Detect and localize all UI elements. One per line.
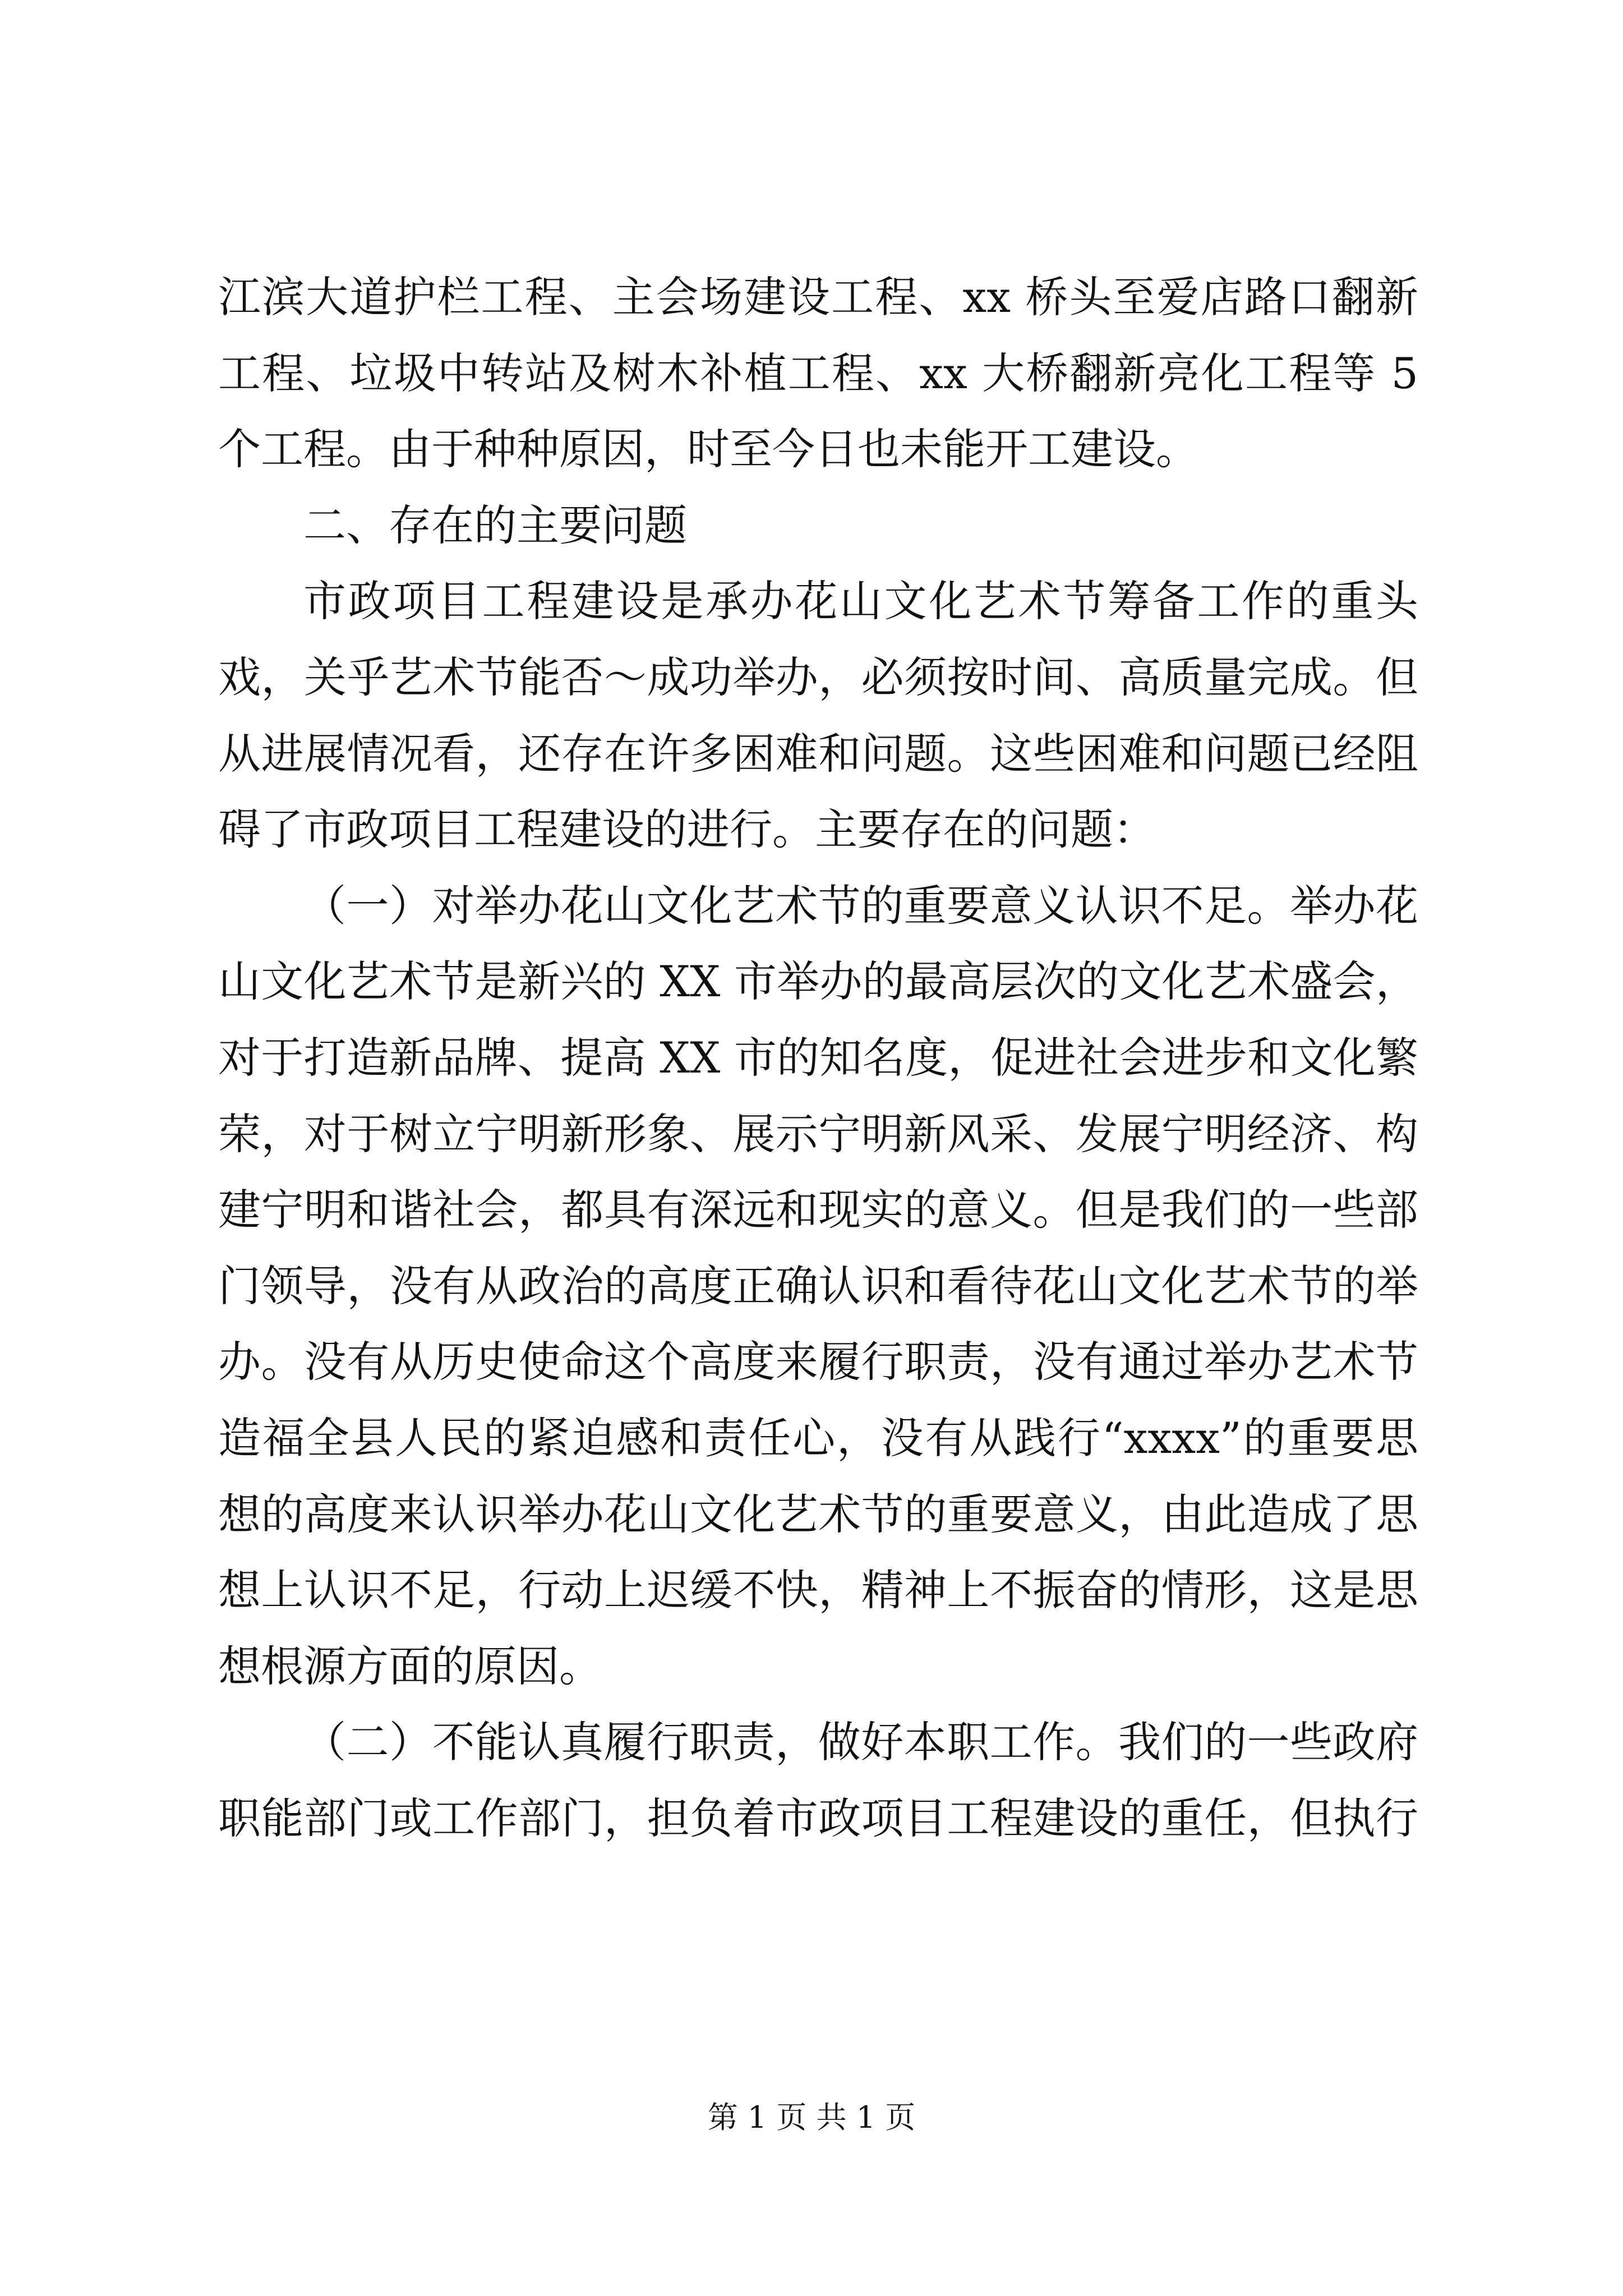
document-body	[218, 259, 1418, 1856]
body-line: 江滨大道护栏工程、主会场建设工程、xx 桥头至爱店路口翻新	[218, 272, 1418, 322]
body-line: 荣，对于树立宁明新形象、展示宁明新风采、发展宁明经济、构	[218, 1108, 1418, 1159]
body-line: 想根源方面的原因。	[218, 1641, 602, 1691]
body-line: 从进展情况看，还存在许多困难和问题。这些困难和问题已经阻	[218, 728, 1418, 779]
body-line: 办。没有从历史使命这个高度来履行职责，没有通过举办艺术节	[218, 1337, 1418, 1387]
body-line: 造福全县人民的紧迫感和责任心，没有从践行“xxxx”的重要思	[218, 1412, 1418, 1463]
body-line: 门领导，没有从政治的高度正确认识和看待花山文化艺术节的举	[218, 1260, 1418, 1311]
section-heading: 二、存在的主要问题	[303, 500, 687, 550]
body-line: 建宁明和谐社会，都具有深远和现实的意义。但是我们的一些部	[218, 1185, 1418, 1235]
body-line: 山文化艺术节是新兴的 XX 市举办的最高层次的文化艺术盛会，	[218, 956, 1418, 1007]
body-line: 戏，关乎艺术节能否～成功举办，必须按时间、高质量完成。但	[218, 652, 1418, 702]
paragraph-first-line: （二）不能认真履行职责，做好本职工作。我们的一些政府	[303, 1717, 1418, 1768]
body-line: 碍了市政项目工程建设的进行。主要存在的问题：	[218, 804, 1156, 855]
body-line: 个工程。由于种种原因，时至今日也未能开工建设。	[218, 424, 1198, 475]
body-line: 工程、垃圾中转站及树木补植工程、xx 大桥翻新亮化工程等 5	[218, 348, 1418, 398]
body-line: 对于打造新品牌、提高 XX 市的知名度，促进社会进步和文化繁	[218, 1032, 1418, 1083]
paragraph-first-line: （一）对举办花山文化艺术节的重要意义认识不足。举办花	[303, 880, 1418, 931]
paragraph-first-line: 市政项目工程建设是承办花山文化艺术节筹备工作的重头	[303, 576, 1418, 627]
body-line: 职能部门或工作部门，担负着市政项目工程建设的重任，但执行	[218, 1793, 1418, 1843]
page-number-footer: 第 1 页 共 1 页	[707, 2100, 916, 2135]
body-line: 想上认识不足，行动上迟缓不快，精神上不振奋的情形，这是思	[218, 1565, 1418, 1616]
body-line: 想的高度来认识举办花山文化艺术节的重要意义，由此造成了思	[218, 1489, 1418, 1539]
